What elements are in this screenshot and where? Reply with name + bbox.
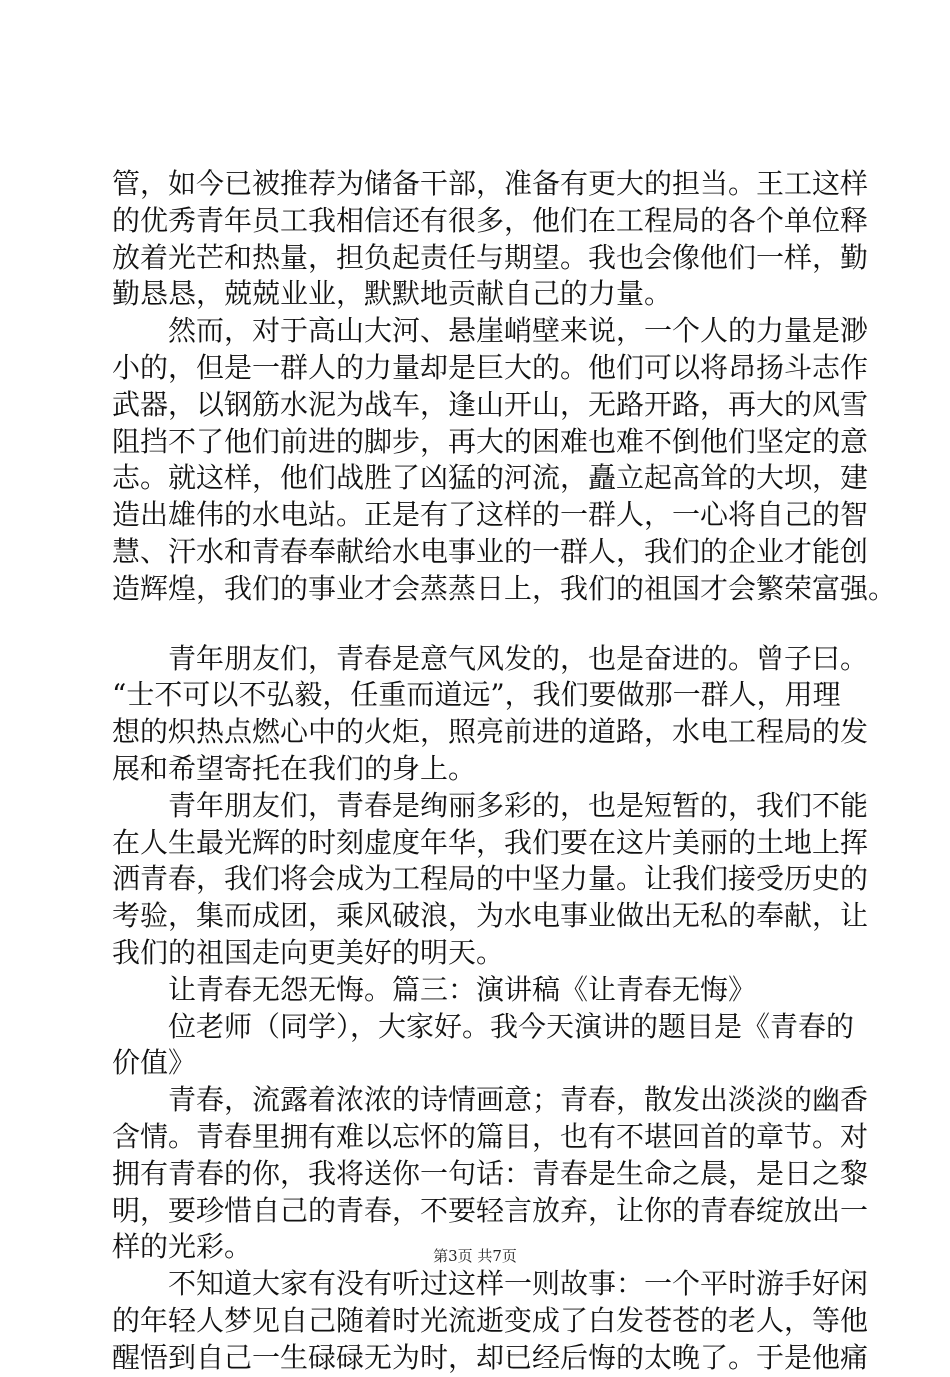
text-line: 拥有青春的你，我将送你一句话：青春是生命之晨，是日之黎 [112,1156,869,1190]
text-line: 放着光芒和热量，担负起责任与期望。我也会像他们一样，勤 [112,240,869,274]
text-line: 管，如今已被推荐为储备干部，准备有更大的担当。王工这样 [112,167,869,200]
text-line: 志。就这样，他们战胜了凶猛的河流，矗立起高耸的大坝，建 [112,461,869,495]
text-line: 武器，以钢筋水泥为战车，逢山开山，无路开路，再大的风雪 [112,387,869,421]
document-body [112,166,897,1377]
text-line: 造出雄伟的水电站。正是有了这样的一群人，一心将自己的智 [112,498,869,532]
text-line: 展和希望寄托在我们的身上。 [112,751,477,785]
text-line: 青年朋友们，青春是绚丽多彩的，也是短暂的，我们不能 [112,788,869,822]
paragraph-group-1 [112,166,897,608]
text-line: 慧、汗水和青春奉献给水电事业的一群人，我们的企业才能创 [112,534,869,568]
text-line: 明，要珍惜自己的青春，不要轻言放弃，让你的青春绽放出一 [112,1193,869,1227]
text-line: 价值》 [112,1046,197,1080]
page-number-footer: 第3页 共7页 [433,1247,517,1265]
text-line: 位老师（同学），大家好。我今天演讲的题目是《青春的 [112,1009,855,1043]
text-line: 的优秀青年员工我相信还有很多，他们在工程局的各个单位释 [112,203,869,237]
text-line: 然而，对于高山大河、悬崖峭壁来说，一个人的力量是渺 [112,314,869,348]
text-line: 造辉煌，我们的事业才会蒸蒸日上，我们的祖国才会繁荣富强。 [112,571,897,605]
text-line: 不知道大家有没有听过这样一则故事：一个平时游手好闲 [112,1267,869,1301]
paragraph-group-2 [112,641,869,1377]
text-line: 在人生最光辉的时刻虚度年华，我们要在这片美丽的土地上挥 [112,825,869,859]
text-line: 想的炽热点燃心中的火炬，照亮前进的道路，水电工程局的发 [112,715,869,749]
text-line: 勤恳恳，兢兢业业，默默地贡献自己的力量。 [112,277,673,311]
paragraph-gap [112,608,838,641]
text-line: 样的光彩。 [112,1230,253,1264]
text-line: 阻挡不了他们前进的脚步，再大的困难也难不倒他们坚定的意 [112,424,869,458]
text-line: 青年朋友们，青春是意气风发的，也是奋进的。曾子曰。 [112,641,869,675]
text-line: 含情。青春里拥有难以忘怀的篇目，也有不堪回首的章节。对 [112,1119,869,1153]
text-line: 醒悟到自己一生碌碌无为时，却已经后悔的太晚了。于是他痛 [112,1340,869,1374]
text-line: 让青春无怨无悔。篇三：演讲稿《让青春无悔》 [112,972,757,1006]
text-line: 洒青春，我们将会成为工程局的中坚力量。让我们接受历史的 [112,862,869,896]
text-line: 小的，但是一群人的力量却是巨大的。他们可以将昂扬斗志作 [112,350,869,384]
text-line: 青春，流露着浓浓的诗情画意；青春，散发出淡淡的幽香 [112,1083,869,1117]
text-line: 考验，集而成团，乘风破浪，为水电事业做出无私的奉献，让 [112,899,869,933]
text-line: 的年轻人梦见自己随着时光流逝变成了白发苍苍的老人，等他 [112,1303,869,1337]
text-line: “士不可以不弘毅，任重而道远”，我们要做那一群人，用理 [112,678,841,712]
text-line: 我们的祖国走向更美好的明天。 [112,935,505,969]
